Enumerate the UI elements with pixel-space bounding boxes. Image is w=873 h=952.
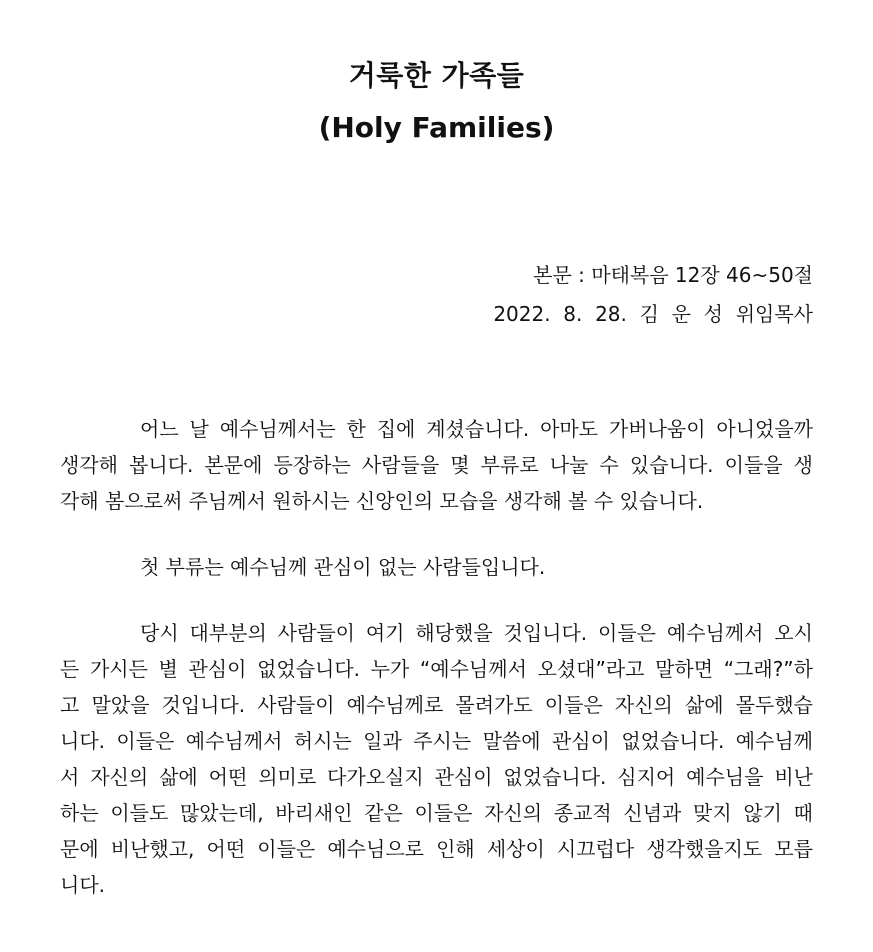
text-line: 니다. [60, 873, 105, 897]
text-line: 고 말았을 것입니다. 사람들이 예수님께로 몰려가도 이들은 자신의 삶에 몰두했습 [60, 693, 813, 717]
text-line: 첫 부류는 예수님께 관심이 없는 사람들입니다. [140, 555, 546, 579]
paragraph [60, 411, 813, 519]
paragraph-gap [60, 519, 813, 549]
sermon-body [60, 411, 813, 903]
date-and-author: 2022. 8. 28. 김 운 성 위임목사 [493, 302, 813, 326]
text-line: 생각해 봅니다. 본문에 등장하는 사람들을 몇 부류로 나눌 수 있습니다. 이들을 생 [60, 453, 813, 477]
text-line: 하는 이들도 많았는데, 바리새인 같은 이들은 자신의 종교적 신념과 맞지 않기 때 [60, 801, 813, 825]
text-line: 서 자신의 삶에 어떤 의미로 다가오실지 관심이 없었습니다. 심지어 예수님을 비난 [60, 765, 813, 789]
text-line: 어느 날 예수님께서는 한 집에 계셨습니다. 아마도 가버나움이 아니었을까 [140, 417, 813, 441]
title-block [0, 52, 873, 152]
sermon-title: 거룩한 가족들 [348, 59, 525, 92]
sermon-meta [493, 256, 813, 334]
sermon-subtitle: (Holy Families) [318, 111, 555, 144]
text-line: 든 가시든 별 관심이 없었습니다. 누가 “예수님께서 오셨대”라고 말하면 “그래?”하 [60, 657, 813, 681]
paragraph [60, 549, 813, 585]
scripture-reference: 본문 : 마태복음 12장 46~50절 [533, 263, 813, 287]
text-line: 각해 봄으로써 주님께서 원하시는 신앙인의 모습을 생각해 볼 수 있습니다. [60, 489, 704, 513]
text-line: 당시 대부분의 사람들이 여기 해당했을 것입니다. 이들은 예수님께서 오시 [140, 621, 813, 645]
paragraph [60, 615, 813, 903]
text-line: 문에 비난했고, 어떤 이들은 예수님으로 인해 세상이 시끄럽다 생각했을지도 모릅 [60, 837, 813, 861]
text-line: 니다. 이들은 예수님께서 허시는 일과 주시는 말씀에 관심이 없었습니다. 예수님께 [60, 729, 813, 753]
paragraph-gap [60, 585, 813, 615]
